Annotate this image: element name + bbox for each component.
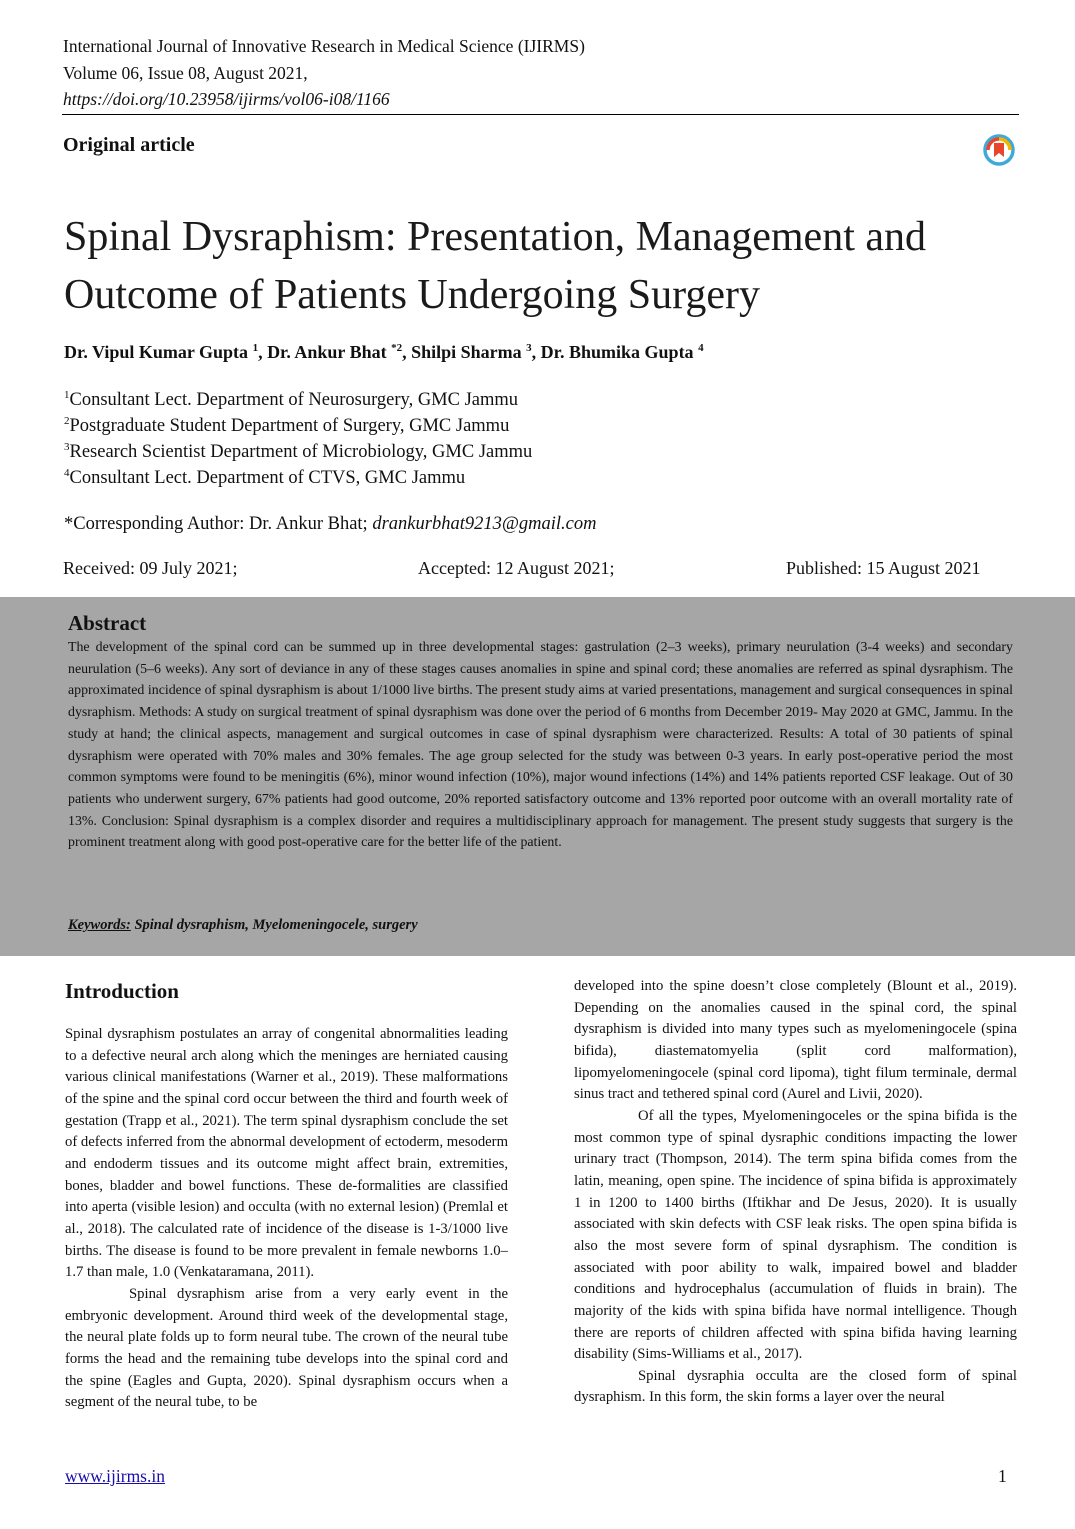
affiliation bbox=[64, 389, 518, 411]
title-line-1: Spinal Dysraphism: Presentation, Management and bbox=[64, 214, 927, 260]
paragraph: developed into the spine doesn’t close completely (Blount et al., 2019). Depending on the anomalies caused in the spinal cord, the spinal dysraphism is divided into many types such as myelomeningocele (spina bifida), diastematomyelia (split cord malformation), lipomyelomeningocele (spinal cord lipoma), tight filum terminale, dermal sinus tract and tethered spinal cord (Aurel and Livii, 2020). bbox=[574, 978, 1017, 1103]
corresponding-label: *Corresponding Author: Dr. Ankur Bhat; bbox=[64, 514, 373, 534]
author-name: Dr. Bhumika Gupta bbox=[540, 342, 699, 362]
paragraph: Of all the types, Myelomeningoceles or the spina bifida is the most common type of spinal dysraphic conditions impacting the lower urinary tract (Thompson, 2014). The term spina bifida comes from the latin, meaning, open spine. The incidence of spina bifida is approximately 1 in 1200 to 1400 births (Iftikhar and De Jesus, 2020). It is usually associated with skin defects with CSF leak risks. The open spina bifida is also the most severe form of spinal dysraphism. The condition is associated with poor ability to walk, impaired bowel and bladder conditions and hydrocephalus (accumulation of fluids in brain). The majority of the kids with spina bifida have normal intelligence. Though there are reports of children affected with spina bifida having learning disability (Sims-Williams et al., 2017). bbox=[574, 1107, 1017, 1363]
keywords bbox=[68, 917, 418, 934]
affiliation bbox=[64, 415, 509, 437]
article-type: Original article bbox=[63, 134, 195, 156]
corresponding-author bbox=[64, 514, 596, 535]
author-name: Dr. Ankur Bhat bbox=[267, 342, 392, 362]
doi-link[interactable]: https://doi.org/10.23958/ijirms/vol06-i08/1166 bbox=[63, 89, 390, 109]
received-date: Received: 09 July 2021; bbox=[63, 558, 238, 578]
affiliation-text: Research Scientist Department of Microbiology, GMC Jammu bbox=[69, 442, 533, 463]
affiliation bbox=[64, 467, 465, 489]
keywords-list: Spinal dysraphism, Myelomeningocele, surgery bbox=[130, 917, 418, 933]
paragraph: Spinal dysraphism postulates an array of congenital abnormalities leading to a defective neural arch along which the meninges are herniated causing various clinical manifestations (Warner et al., 2019). These malformations of the spine and the spinal cord occur between the third and fourth week of gestation (Trapp et al., 2021). The term spinal dysraphism conclude the set of defects inferred from the abnormal development of ectoderm, mesoderm and endoderm tissues and its outcome might affect brain, extremities, bones, bladder and bowel functions. These de-formalities are classified into aperta (visible lesion) and occulta (with no external lesion) (Premlal et al., 2018). The calculated rate of incidence of the disease is 1-3/1000 live births. The disease is found to be more prevalent in female newborns 1.0–1.7 than male, 1.0 (Venkataramana, 2011). bbox=[65, 1026, 508, 1281]
crossmark-icon[interactable] bbox=[983, 134, 1015, 166]
article-title bbox=[64, 208, 1024, 324]
footer-website-link[interactable]: www.ijirms.in bbox=[65, 1466, 165, 1486]
author-sup: *2 bbox=[391, 342, 403, 354]
accepted-date: Accepted: 12 August 2021; bbox=[418, 558, 615, 578]
author-name: Shilpi Sharma bbox=[411, 342, 527, 362]
affiliation-sup: 3 bbox=[64, 441, 70, 453]
affiliation-sup: 2 bbox=[64, 415, 70, 427]
author-sup: 1 bbox=[252, 342, 259, 354]
published-date: Published: 15 August 2021 bbox=[786, 558, 981, 578]
volume-info: Volume 06, Issue 08, August 2021, bbox=[63, 63, 308, 83]
author-list bbox=[64, 342, 704, 363]
abstract-text: The development of the spinal cord can be summed up in three developmental stages: gastrulation (2–3 weeks), primary neurulation (3-4 weeks) and secondary neurulation (5–6 weeks). Any sort of deviance in any of these stages causes anomalies in spine and spinal cord; these anomalies are referred as spinal dysraphism. The approximated incidence of spinal dysraphism is about 1/1000 live births. The present study aims at varied presentations, management and surgical consequences in spinal dysraphism. Methods: A study on surgical treatment of spinal dysraphism was done over the period of 6 months from December 2019- May 2020 at GMC, Jammu. In the study at hand; the clinical aspects, management and surgical outcomes in case of spinal dysraphism were characterized. Results: A total of 30 patients of spinal dysraphism were operated with 70% males and 30% females. The age group selected for the study was between 0-3 years. In early post-operative period the most common symptoms were found to be meningitis (6%), minor wound infection (10%), major wound infections (14%) and 14% patients reported CSF leakage. Out of 30 patients who underwent surgery, 67% patients had good outcome, 20% reported satisfactory outcome and 13% reported poor outcome with an overall mortality rate of 13%. Conclusion: Spinal dysraphism is a complex disorder and requires a multidisciplinary approach for management. The present study suggests that surgery is the prominent treatment along with good post-operative care for the better life of the patient. bbox=[68, 640, 1013, 851]
affiliation-sup: 1 bbox=[64, 389, 70, 401]
author-name: Dr. Vipul Kumar Gupta bbox=[64, 342, 253, 362]
affiliation-text: Consultant Lect. Department of CTVS, GMC Jammu bbox=[69, 468, 466, 489]
author-separator: , bbox=[402, 342, 412, 362]
abstract-heading: Abstract bbox=[68, 611, 147, 635]
paragraph: Spinal dysraphism arise from a very early event in the embryonic development. Around third week of the developmental stage, the neural plate folds up to form neural tube. The crown of the neural tube forms the head and the remaining tube develops into the spinal cord and the spine (Eagles and Gupta, 2020). Spinal dysraphism occurs when a segment of the neural tube, to be bbox=[65, 1285, 508, 1411]
title-line-2: Outcome of Patients Undergoing Surgery bbox=[64, 272, 761, 318]
affiliation bbox=[64, 441, 532, 463]
paragraph: Spinal dysraphia occulta are the closed form of spinal dysraphism. In this form, the skin forms a layer over the neural bbox=[574, 1367, 1017, 1406]
journal-name: International Journal of Innovative Research in Medical Science (IJIRMS) bbox=[63, 36, 585, 56]
author-sup: 3 bbox=[526, 342, 532, 354]
right-column bbox=[574, 976, 1017, 1409]
affiliation-sup: 4 bbox=[64, 467, 70, 479]
header-divider bbox=[62, 114, 1019, 115]
left-column bbox=[65, 1024, 508, 1414]
page-number: 1 bbox=[998, 1466, 1007, 1486]
affiliation-text: Consultant Lect. Department of Neurosurgery, GMC Jammu bbox=[69, 390, 519, 411]
affiliation-text: Postgraduate Student Department of Surgery, GMC Jammu bbox=[69, 416, 510, 437]
keywords-label: Keywords: bbox=[68, 917, 131, 933]
introduction-heading: Introduction bbox=[65, 979, 179, 1003]
author-separator: , bbox=[258, 342, 268, 362]
author-separator: , bbox=[531, 342, 541, 362]
corresponding-email[interactable]: drankurbhat9213@gmail.com bbox=[372, 514, 597, 534]
author-sup: 4 bbox=[698, 342, 704, 354]
